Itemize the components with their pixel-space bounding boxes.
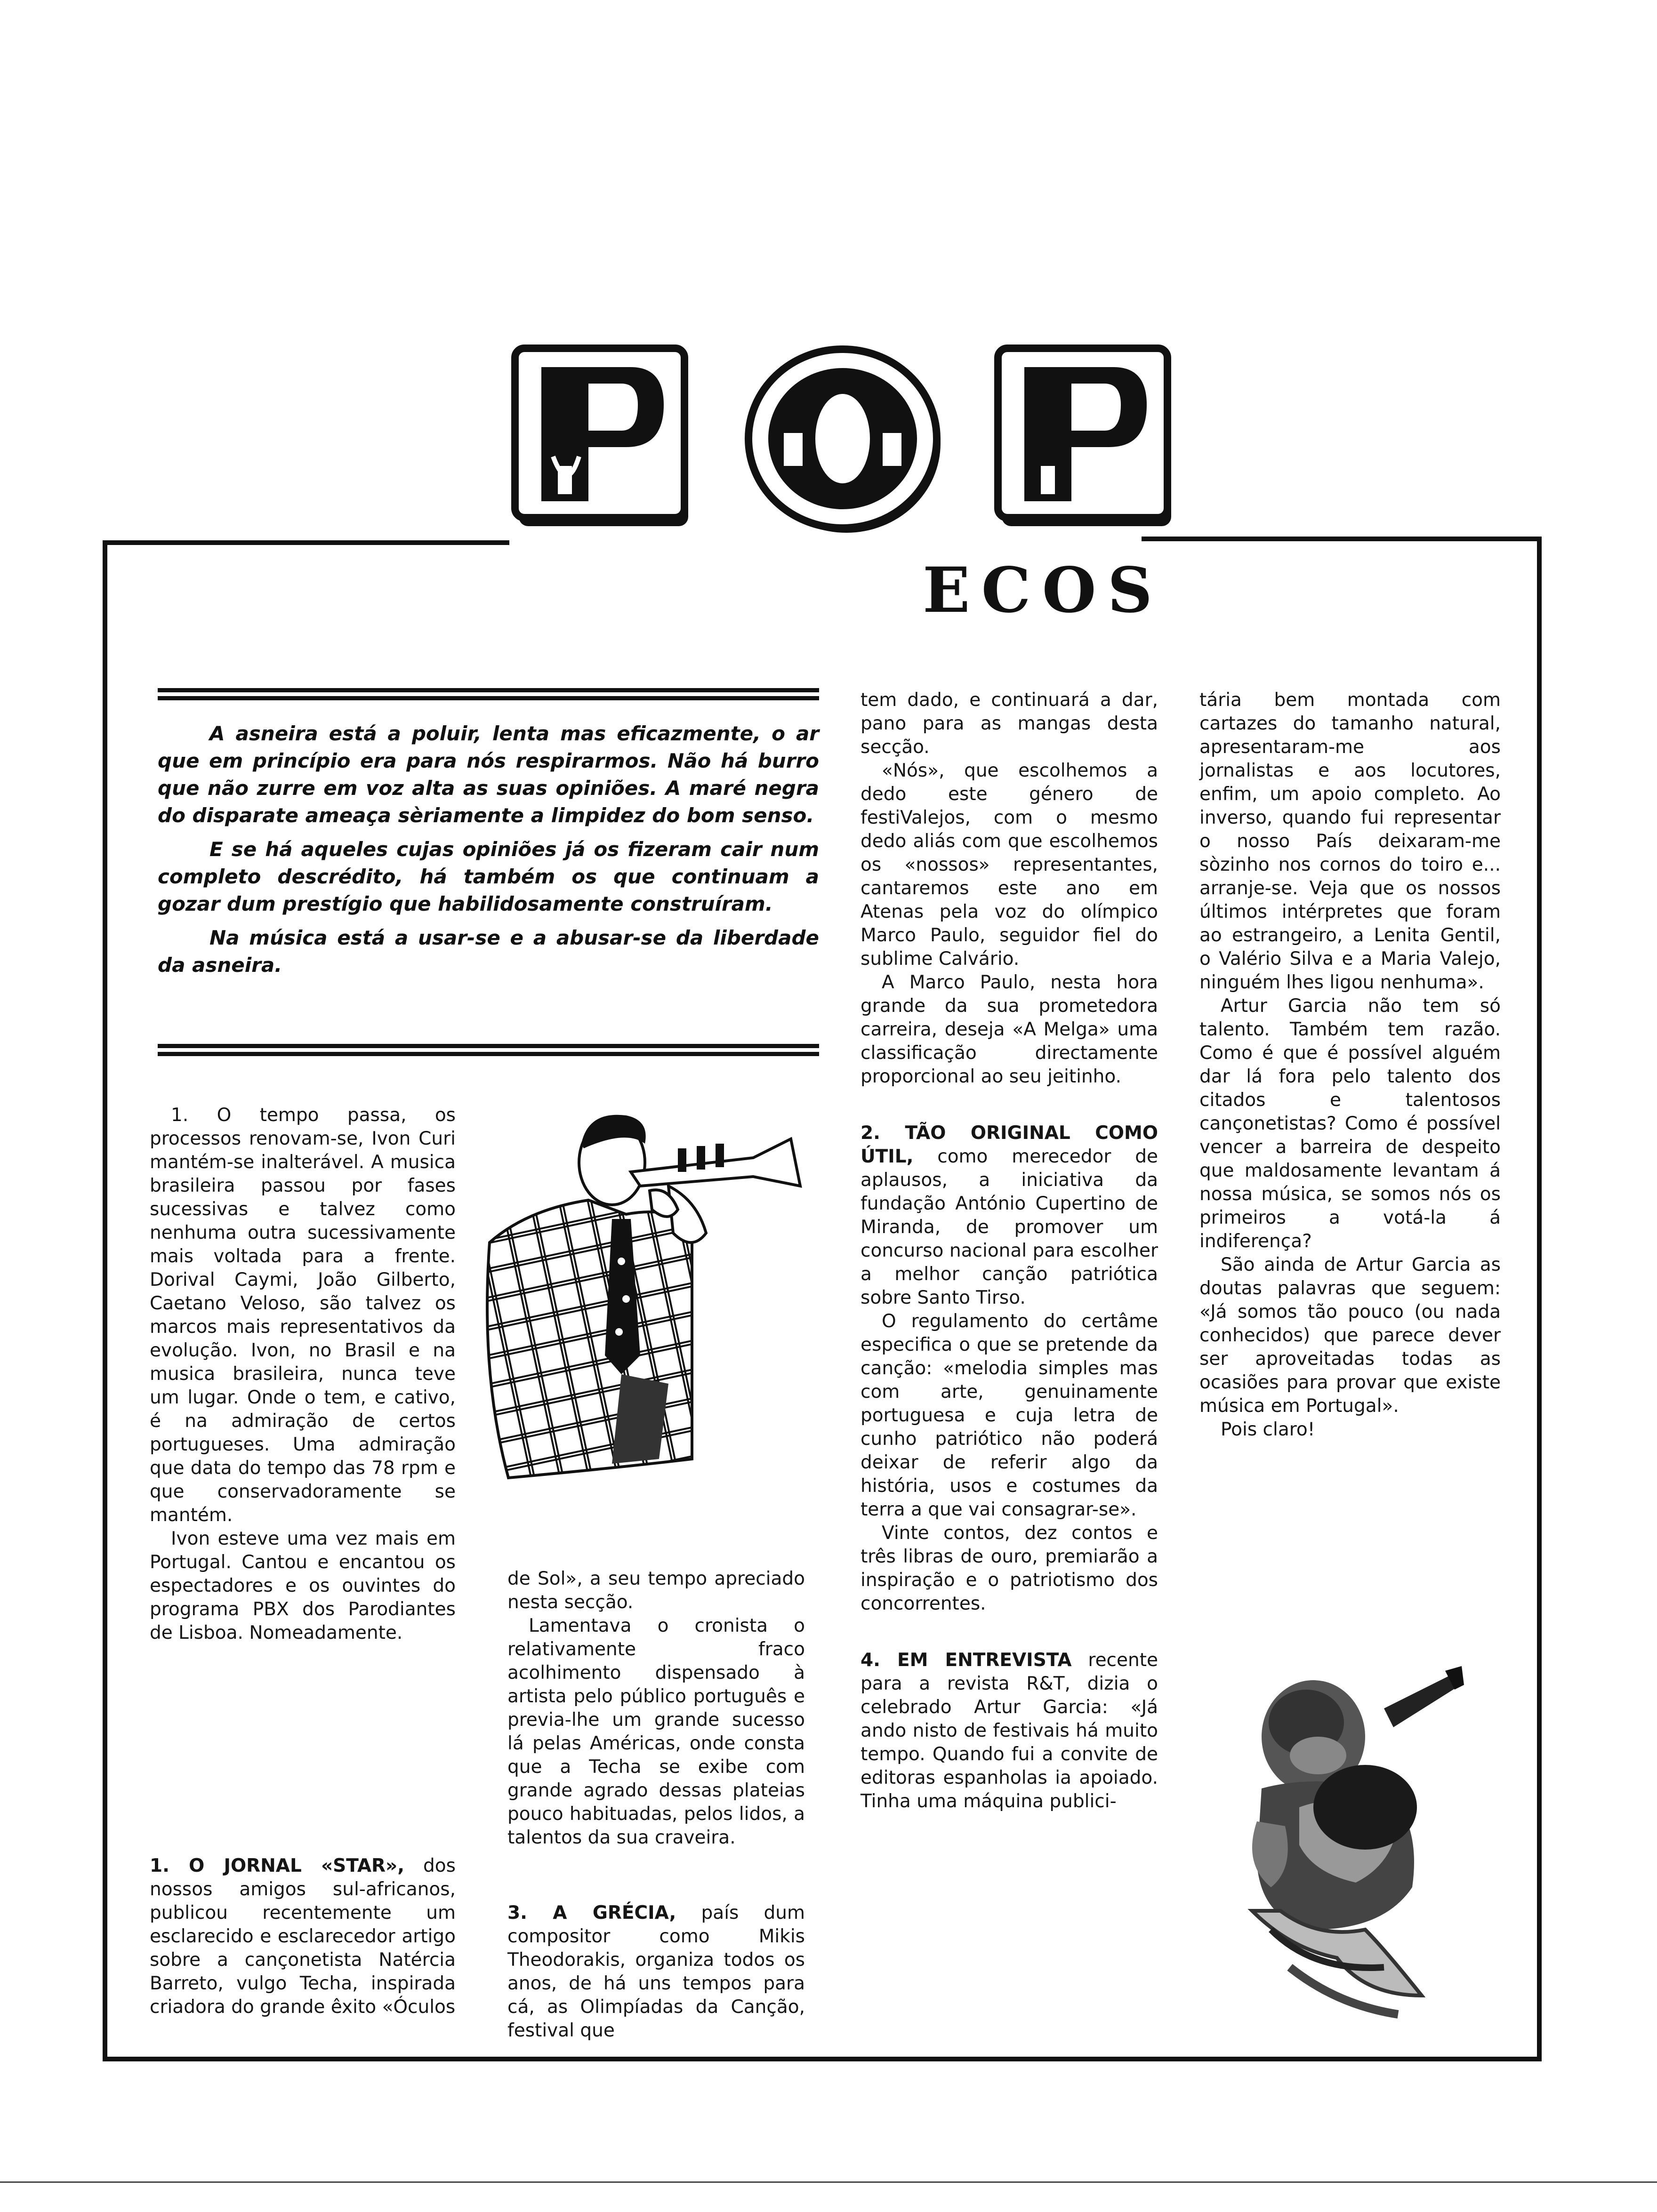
column-2-top [507, 1567, 805, 1850]
article-paragraph: Vinte contos, dez contos e três libras de ouro, premiarão a inspiração e o patriotismo dos concorrentes. [861, 1523, 1158, 1614]
child-guitar-photo [1243, 1666, 1464, 2028]
article-paragraph: «Nós», que escolhemos a dedo este género de festiValejos, com o mesmo dedo aliás com que escolhemos os «nossos» representantes, cantaremos este ano em Atenas pela voz do olímpico Marco Paulo, seguidor fiel do sublime Calvário. [861, 760, 1158, 970]
intro-rule-top [158, 688, 819, 700]
frame-right [1537, 537, 1542, 2061]
frame-top-right [1142, 537, 1542, 541]
intro-paragraph: Na música está a usar-se e a abusar-se da liberdade da asneira. [158, 926, 819, 977]
trumpet-player-illustration [471, 1092, 828, 1530]
section-lead: 3. A GRÉCIA, [507, 1902, 676, 1923]
pop-logo-letter-p2 [998, 348, 1171, 526]
article-section [507, 1901, 805, 2043]
frame-bottom [103, 2057, 1542, 2061]
frame-left [103, 540, 107, 2060]
article-section [150, 1854, 456, 2019]
column-2-bottom [507, 1901, 805, 2043]
section-text: recente para a revista R&T, dizia o celebrado Artur Garcia: «Já ando nisto de festivais há muito tempo. Quando fui a convite de editoras espanholas ia apoiado. Tinha uma máquina publici- [861, 1650, 1158, 1812]
article-paragraph: Pois claro! [1221, 1419, 1315, 1440]
section-subtitle: ECOS [923, 554, 1164, 627]
column-1-bottom [150, 1854, 456, 2019]
pop-logo-letter-o [748, 349, 941, 533]
article-paragraph: de Sol», a seu tempo apreciado nesta secção. [507, 1568, 805, 1613]
article-paragraph: Lamentava o cronista o relativamente fraco acolhimento dispensado à artista pelo público português e previa-lhe um grande sucesso lá pelas Américas, onde consta que a Techa se exibe com grande agrado dessas plateias pouco habituadas, pelos lidos, a talentos da sua craveira. [507, 1615, 805, 1848]
section-lead: 4. EM ENTREVISTA [861, 1650, 1072, 1671]
article-section [861, 1122, 1158, 1310]
article-paragraph: São ainda de Artur Garcia as doutas palavras que seguem: «Já somos tão pouco (ou nada conhecidos) que parece dever ser aproveitadas todas as ocasiões para provar que existe música em Portugal». [1199, 1254, 1501, 1417]
intro-paragraph: E se há aqueles cujas opiniões já os fizeram cair num completo descrédito, há também os que continuam a gozar dum prestígio que habilidosamente construíram. [158, 838, 819, 915]
intro-rule-bottom [158, 1044, 819, 1056]
column-1-top [150, 1104, 456, 1645]
section-lead: 1. O JORNAL «STAR», [150, 1855, 405, 1876]
article-section [861, 1649, 1158, 1813]
article-paragraph: tária bem montada com cartazes do tamanho natural, apresentaram-me aos jornalistas e aos locutores, enfim, um apoio completo. Ao inverso, quando fui representar o nosso País deixaram-me sòzinho nos cornos do toiro e... arranje-se. Veja que os nossos últimos intérpretes que foram ao estrangeiro, a Lenita Gentil, o Valério Silva e a Maria Valejo, ninguém lhes ligou nenhuma». [1199, 689, 1501, 993]
page-bottom-rule [0, 2181, 1657, 2183]
article-paragraph: O regulamento do certâme especifica o que se pretende da canção: «melodia simples mas com arte, genuinamente portuguesa e cuja letra de cunho patriótico não poderá deixar de referir algo da história, usos e costumes da terra a que vai consagrar-se». [861, 1311, 1158, 1520]
pop-logo-letter-p1 [515, 348, 688, 526]
column-4 [1199, 689, 1501, 1442]
section-lead: 2. TÃO ORIGINAL COMO ÚTIL, [861, 1122, 1158, 1167]
pop-logo [508, 339, 1177, 537]
section-text: país dum compositor como Mikis Theodorakis, organiza todos os anos, de há uns tempos para cá, as Olimpíadas da Canção, festival que [507, 1902, 805, 2041]
intro-paragraph: A asneira está a poluir, lenta mas eficazmente, o ar que em princípio era para nós respirarmos. Não há burro que não zurre em voz alta as suas opiniões. A maré negra do disparate ameaça sèriamente a limpidez do bom senso. [158, 722, 819, 827]
section-text: dos nossos amigos sul-africanos, publicou recentemente um esclarecido e esclarecedor artigo sobre a cançonetista Natércia Barreto, vulgo Techa, inspirada criadora do grande êxito «Óculos [150, 1855, 456, 2018]
article-paragraph: tem dado, e continuará a dar, pano para as mangas desta secção. [861, 689, 1158, 758]
frame-top-left [103, 540, 509, 545]
intro-text [158, 720, 819, 986]
section-text: como merecedor de aplausos, a iniciativa da fundação António Cupertino de Miranda, de promover um concurso nacional para escolher a melhor canção patriótica sobre Santo Tirso. [861, 1146, 1158, 1308]
column-3 [861, 689, 1158, 1813]
article-paragraph: Artur Garcia não tem só talento. Também tem razão. Como é que é possível alguém dar lá fora pelo talento dos citados e talentosos cançonetistas? Como é possível vencer a barreira de despeito que maldosamente levantam á nossa música, se somos nós os primeiros a votá-la á indiferença? [1199, 995, 1501, 1252]
article-paragraph: 1. O tempo passa, os processos renovam-se, Ivon Curi mantém-se inalterável. A musica brasileira passou por fases sucessivas e talvez como nenhuma outra sucessivamente mais voltada para a frente. Dorival Caymi, João Gilberto, Caetano Veloso, são talvez os marcos mais representativos da evolução. Ivon, no Brasil e na musica brasileira, nunca teve um lugar. Onde o tem, e cativo, é na admiração de certos portugueses. Uma admiração que data do tempo das 78 rpm e que conservadoramente se mantém. [150, 1105, 456, 1526]
article-paragraph: A Marco Paulo, nesta hora grande da sua prometedora carreira, deseja «A Melga» uma classificação directamente proporcional ao seu jeitinho. [861, 972, 1158, 1087]
article-paragraph: Ivon esteve uma vez mais em Portugal. Cantou e encantou os espectadores e os ouvintes do programa PBX dos Parodiantes de Lisboa. Nomeadamente. [150, 1528, 456, 1643]
